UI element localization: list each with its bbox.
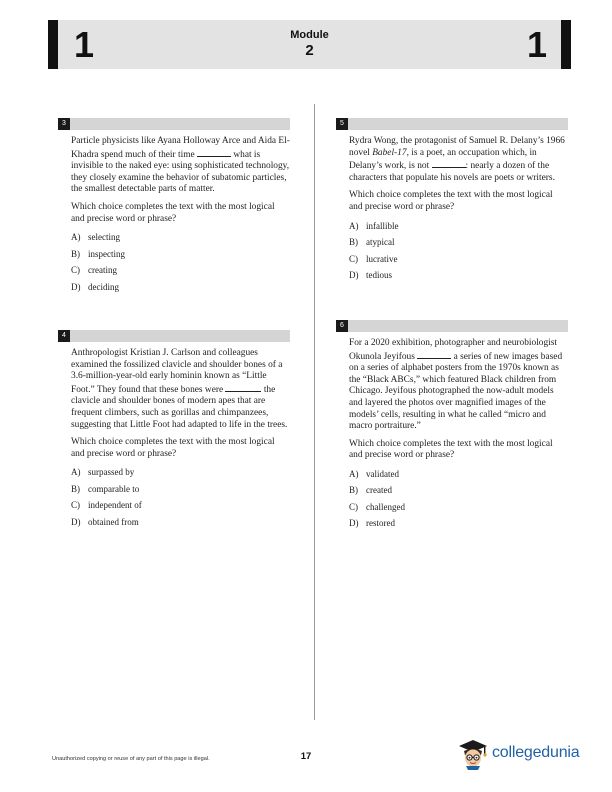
question-prompt: Which choice completes the text with the most logical and precise word or phrase? xyxy=(71,201,275,224)
question-bar xyxy=(58,118,290,130)
question-passage: Rydra Wong, the protagonist of Samuel R. Delany’s 1966 novel Babel-17, is a poet, an occupation which, in Delany’s work, is not : nearly a dozen of the characters that populate his novels are poets or writers. xyxy=(349,136,565,183)
answer-blank xyxy=(417,350,451,359)
answer-blank xyxy=(225,383,261,392)
option-b[interactable]: B) comparable to xyxy=(71,483,140,494)
brand-name: collegedunia xyxy=(492,744,580,761)
question-bar xyxy=(58,330,290,342)
option-b[interactable]: B) inspecting xyxy=(71,248,125,259)
module-label xyxy=(48,29,571,59)
question-number: 3 xyxy=(58,118,70,130)
answer-options xyxy=(71,467,290,533)
question-prompt: Which choice completes the text with the most logical and precise word or phrase? xyxy=(349,438,553,461)
option-b[interactable]: B) atypical xyxy=(349,237,395,248)
question-passage: For a 2020 exhibition, photographer and neurobiologist Okunola Jeyifous a series of new images based on a series of alphabet posters from the 1970s known as the “Black ABCs,” which featured Black children from Chicago. Jeyifous photographed the now-adult models and layered the photos over magnified images of the models’ cells, resulting in what he called “micro and macro portraiture.” xyxy=(349,338,563,432)
copyright-notice: Unauthorized copying or reuse of any part of this page is illegal. xyxy=(52,756,210,762)
answer-blank xyxy=(432,159,466,168)
option-c[interactable]: C) lucrative xyxy=(349,253,398,264)
option-a[interactable]: A) infallible xyxy=(349,220,399,231)
question-4 xyxy=(58,330,290,533)
option-d[interactable]: D) restored xyxy=(349,518,395,529)
module-label-text: Module xyxy=(290,29,329,41)
question-passage: Particle physicists like Ayana Holloway Arce and Aida El-Khadra spend much of their time what is invisible to the naked eye: using sophisticated technology, they closely examine the behavior of subatomic particles, the smallest detectable parts of matter. xyxy=(71,136,290,195)
option-b[interactable]: B) created xyxy=(349,485,392,496)
question-prompt: Which choice completes the text with the most logical and precise word or phrase? xyxy=(349,190,553,212)
option-d[interactable]: D) tedious xyxy=(349,270,392,281)
graduate-mascot-icon xyxy=(456,737,490,771)
answer-options xyxy=(349,469,568,535)
header-right-number: 1 xyxy=(526,24,547,65)
header-right-bar xyxy=(561,20,571,69)
question-5 xyxy=(336,118,568,287)
option-c[interactable]: C) independent of xyxy=(71,500,142,511)
answer-options xyxy=(349,221,568,287)
question-bar xyxy=(336,320,568,332)
question-number: 6 xyxy=(336,320,348,332)
module-header xyxy=(48,20,571,69)
novel-title: Babel-17 xyxy=(372,147,407,158)
collegedunia-logo[interactable] xyxy=(456,735,582,773)
option-c[interactable]: C) challenged xyxy=(349,501,405,512)
module-number: 2 xyxy=(305,42,314,59)
option-d[interactable]: D) obtained from xyxy=(71,516,139,527)
option-c[interactable]: C) creating xyxy=(71,265,117,276)
question-number: 4 xyxy=(58,330,70,342)
column-divider xyxy=(314,104,315,720)
question-passage: Anthropologist Kristian J. Carlson and colleagues examined the fossilized clavicle and shoulder bones of a 3.6-million-year-old early hominin known as “Little Foot.” They found that these bones were the clavicle and shoulder bones of modern apes that are frequent climbers, such as gorillas and chimpanzees, suggesting that Little Foot had adapted to life in the trees. xyxy=(71,348,288,430)
question-number: 5 xyxy=(336,118,348,130)
question-3 xyxy=(58,118,290,298)
option-a[interactable]: A) validated xyxy=(349,468,399,479)
question-bar xyxy=(336,118,568,130)
option-d[interactable]: D) deciding xyxy=(71,281,119,292)
answer-blank xyxy=(197,148,231,157)
option-a[interactable]: A) surpassed by xyxy=(71,467,135,478)
question-6 xyxy=(336,320,568,535)
page-number: 17 xyxy=(300,751,312,762)
option-a[interactable]: A) selecting xyxy=(71,232,120,243)
answer-options xyxy=(71,232,290,298)
header-left-number: 1 xyxy=(74,24,95,65)
question-prompt: Which choice completes the text with the most logical and precise word or phrase? xyxy=(71,437,275,459)
